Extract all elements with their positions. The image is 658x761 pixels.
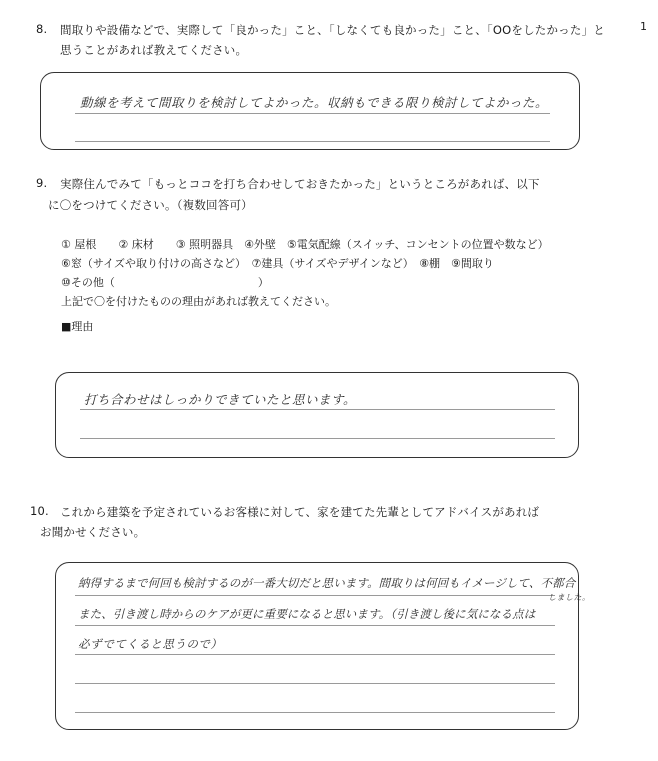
- answer-line: [80, 438, 555, 439]
- question-text-line1: 実際住んでみて「もっとココを打ち合わせしておきたかった」というところがあれば、以下: [60, 177, 540, 191]
- question-text-line2: 思うことがあれば教えてください。: [60, 43, 248, 57]
- handwritten-answer-q10-line1: 納得するまで何回も検討するのが一番大切だと思います。間取りは何回もイメージして、不都合: [78, 576, 576, 590]
- question-number: 10.: [30, 504, 49, 518]
- answer-line: [75, 654, 555, 655]
- answer-box-q9: [55, 372, 579, 458]
- answer-line: [75, 595, 555, 596]
- option-list-line2: ⑥窓（サイズや取り付けの高さなど） ⑦建具（サイズやデザインなど） ⑧棚 ⑨間取り: [61, 257, 494, 270]
- handwritten-answer-q8: 動線を考えて間取りを検討してよかった。収納もできる限り検討してよかった。: [80, 95, 549, 110]
- handwritten-answer-q10-line3: 必ずでてくると思うので）: [78, 637, 223, 651]
- question-text-line2: お聞かせください。: [40, 525, 146, 539]
- answer-line: [75, 625, 555, 626]
- answer-line: [75, 113, 550, 114]
- reason-prompt: 上記で〇を付けたものの理由があれば教えてください。: [61, 295, 336, 308]
- answer-box-q8: [40, 72, 580, 150]
- answer-line: [75, 712, 555, 713]
- question-number: 8.: [36, 22, 48, 36]
- handwritten-answer-q10-note: しました。: [548, 593, 591, 602]
- option-list-line1: ① 屋根 ② 床材 ③ 照明器具 ④外壁 ⑤電気配線（スイッチ、コンセントの位置や数など）: [61, 238, 549, 251]
- question-text-line1: 間取りや設備などで、実際して「良かった」こと、「しなくても良かった」こと、「OOをしたかった」と: [60, 23, 605, 37]
- answer-line: [80, 409, 555, 410]
- question-text-line2: に〇をつけてください。（複数回答可）: [48, 198, 253, 212]
- page-number: 1: [640, 20, 648, 33]
- handwritten-answer-q10-line2: また、引き渡し時からのケアが更に重要になると思います。（引き渡し後に気になる点は: [78, 607, 536, 621]
- option-list-line3: ⑩その他（ ）: [61, 276, 269, 289]
- answer-line: [75, 141, 550, 142]
- question-text-line1: これから建築を予定されているお客様に対して、家を建てた先輩としてアドバイスがあれば: [60, 505, 540, 519]
- answer-line: [75, 683, 555, 684]
- reason-label: ■理由: [61, 320, 94, 333]
- handwritten-answer-q9: 打ち合わせはしっかりできていたと思います。: [84, 392, 357, 407]
- question-number: 9.: [36, 176, 48, 190]
